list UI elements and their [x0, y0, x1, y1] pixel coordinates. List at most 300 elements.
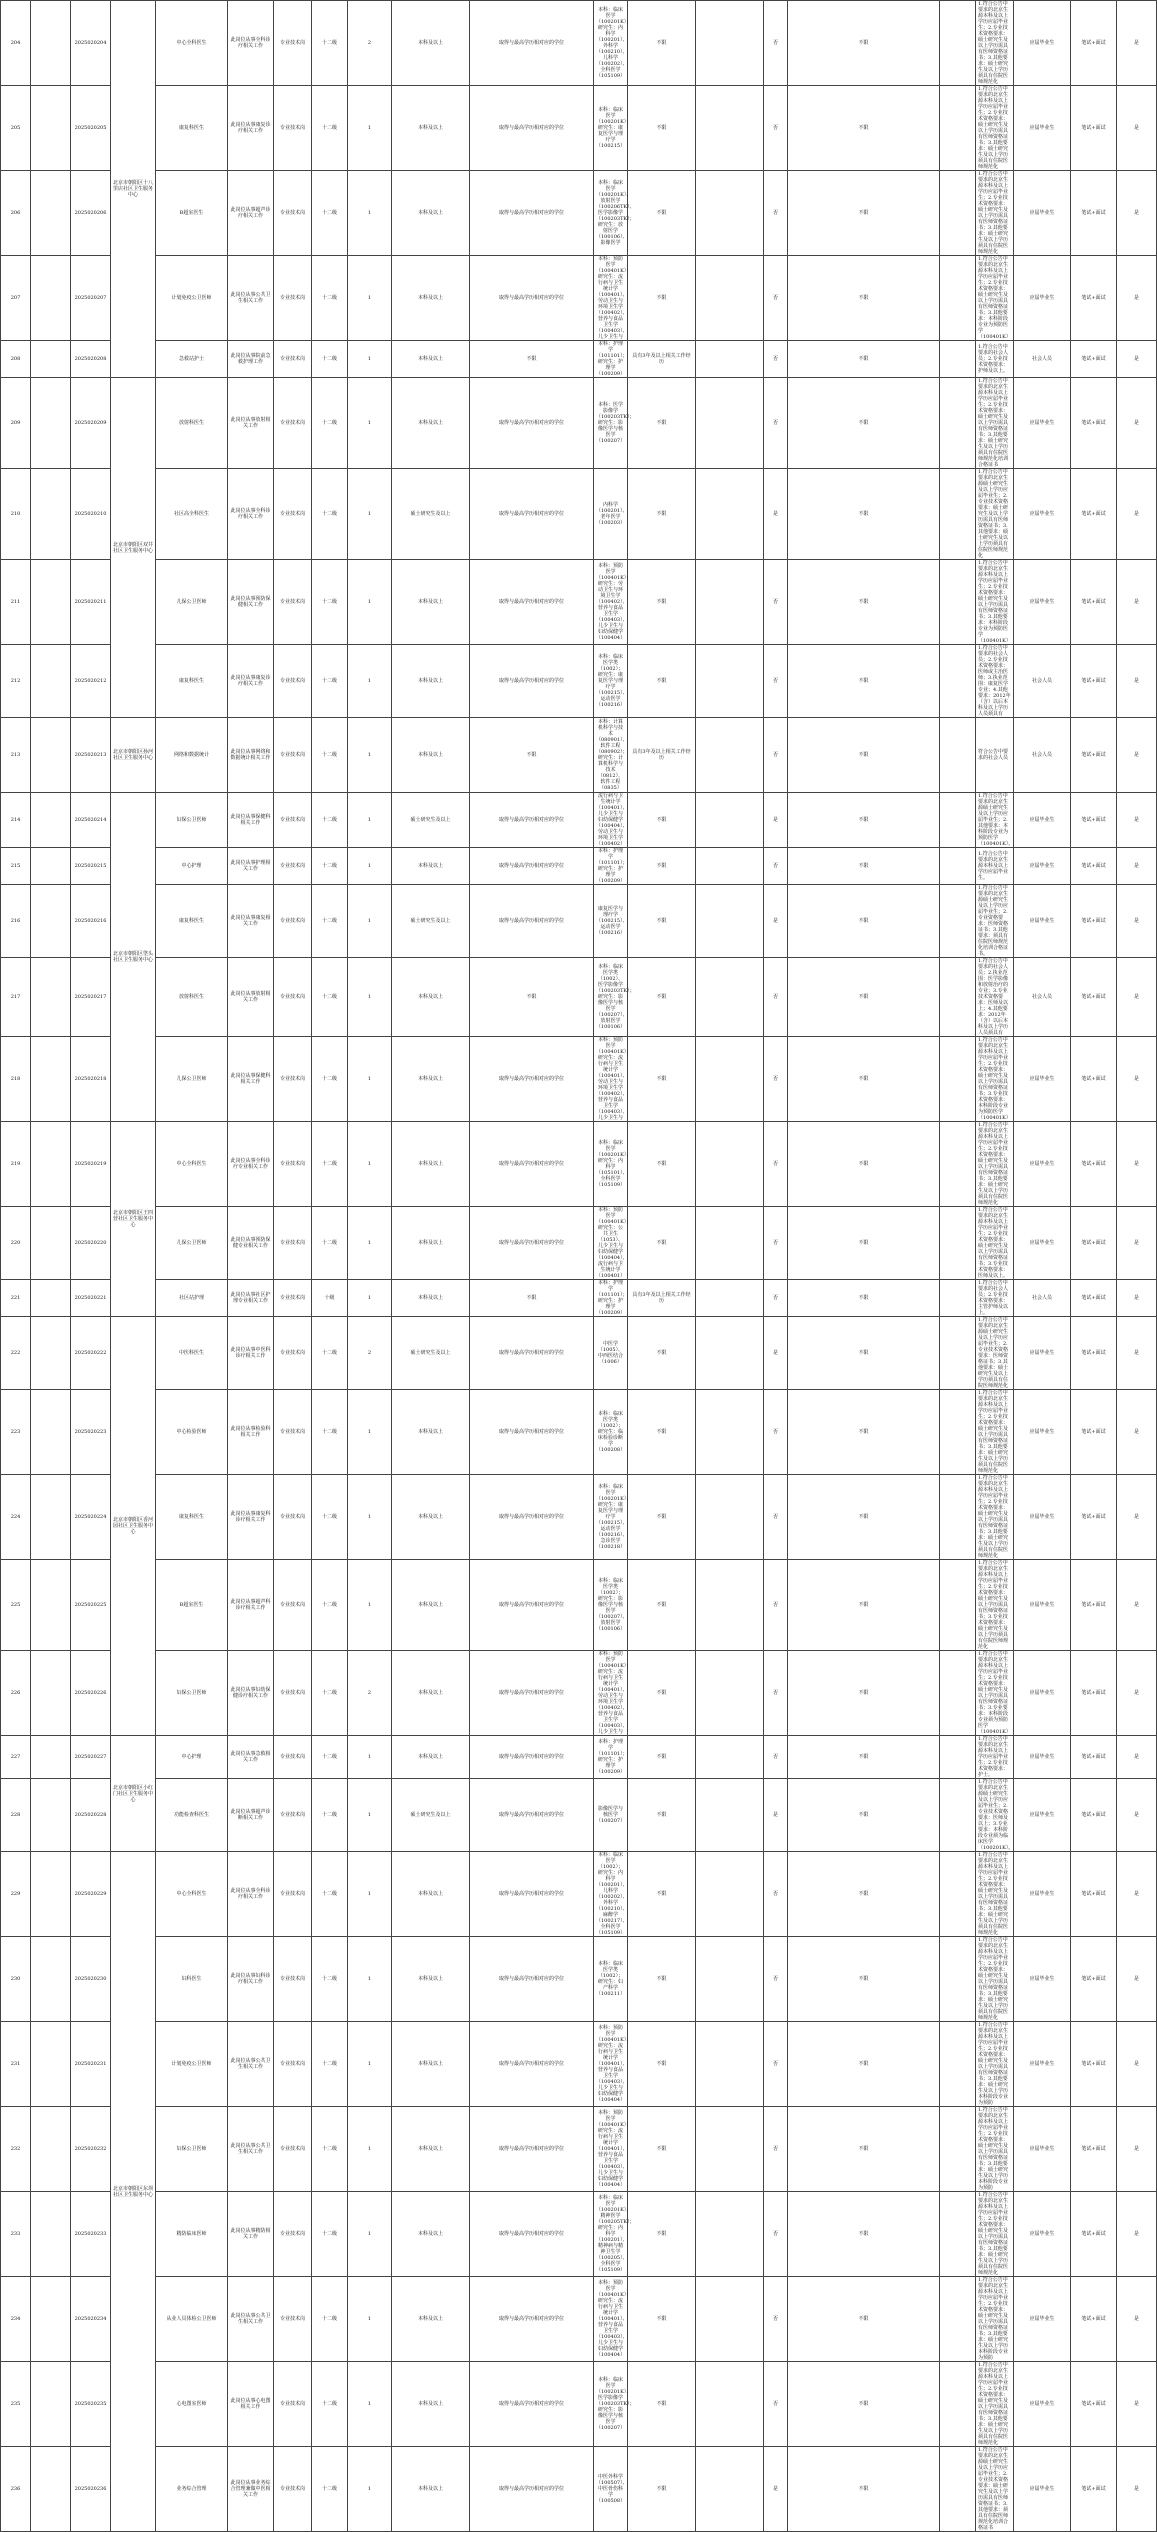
employer-unit: 北京市朝阳区十八里店社区卫生服务中心	[111, 1, 156, 378]
post-level: 十二级	[312, 1937, 348, 2022]
beijing-hukou: 否	[764, 341, 788, 378]
post-level: 十二级	[312, 171, 348, 256]
blank-cell	[31, 1280, 71, 1317]
hire-count: 1	[348, 2362, 392, 2447]
post-description: 此岗位从事超声诊疗相关工作	[228, 171, 274, 256]
post-description: 此岗位从事康复诊疗相关工作	[228, 86, 274, 171]
blank-cell	[696, 1560, 764, 1651]
blank-cell	[31, 885, 71, 958]
blank-cell	[696, 1037, 764, 1122]
blank-cell	[696, 848, 764, 885]
blank-cell	[940, 1475, 976, 1560]
post-category: 专业技术岗	[274, 1280, 312, 1317]
blank-cell	[696, 1317, 764, 1390]
post-code: 2025020219	[71, 1122, 111, 1207]
experience-requirement: 不限	[628, 469, 696, 560]
other-conditions: 1.符合公告中要求的北京生源本科及以上学历应届毕业生；2.专业技术资格要求：硕士研究生及以上学历需具有医师资格证书；3.专业技术资格要求：本科阶段专业为预防医学（100401K）	[976, 1037, 1014, 1122]
post-category: 专业技术岗	[274, 718, 312, 793]
age-requirement: 不限	[788, 2447, 940, 2532]
post-code: 2025020213	[71, 718, 111, 793]
candidate-source: 应届毕业生	[1014, 2447, 1071, 2532]
education-requirement: 本科及以上	[392, 1280, 470, 1317]
major-requirement: 流行病与卫生统计学（100401）、儿少卫生与妇幼保健学（100404）、劳动卫生与环境卫生学（100402）	[594, 793, 628, 848]
post-description: 此岗位从事保健科相关工作	[228, 793, 274, 848]
beijing-hukou: 否	[764, 2107, 788, 2192]
post-name: 社区站护理	[156, 1280, 228, 1317]
post-description: 此岗位从事超声诊断相关工作	[228, 1779, 274, 1852]
age-requirement: 不限	[788, 469, 940, 560]
post-name: 康复科医生	[156, 885, 228, 958]
hire-count: 1	[348, 1037, 392, 1122]
degree-requirement: 取得与最高学历相对应的学位	[470, 1122, 594, 1207]
beijing-hukou: 是	[764, 793, 788, 848]
other-conditions: 1.符合公告中要求的北京生源本科及以上学历应届毕业生；2.专业技术资格要求：硕士研究生及以上学历需具有医师资格证书；3.其他要求：本科阶段专业为预防医学（100401K）	[976, 256, 1014, 341]
exam-format: 笔试+面试	[1071, 1736, 1117, 1779]
blank-cell	[31, 1, 71, 86]
age-requirement: 不限	[788, 1736, 940, 1779]
age-requirement: 不限	[788, 1475, 940, 1560]
post-description: 此岗位从事康复诊疗相关工作	[228, 645, 274, 718]
post-description: 此岗位从事放射相关工作	[228, 378, 274, 469]
major-requirement: 本科：临床医学（100201K）、精神医学（100205TK）；研究生：内科学（100201）、精神病与精神卫生学（100205）、全科医学（105109）	[594, 2192, 628, 2277]
post-category: 专业技术岗	[274, 1207, 312, 1280]
post-category: 专业技术岗	[274, 378, 312, 469]
experience-requirement: 不限	[628, 2107, 696, 2192]
post-code: 2025020236	[71, 2447, 111, 2532]
seq-cell: 221	[1, 1280, 31, 1317]
post-category: 专业技术岗	[274, 848, 312, 885]
opening-ratio-flag: 是	[1117, 1736, 1157, 1779]
opening-ratio-flag: 是	[1117, 86, 1157, 171]
post-category: 专业技术岗	[274, 1736, 312, 1779]
blank-cell	[31, 1475, 71, 1560]
candidate-source: 应届毕业生	[1014, 1122, 1071, 1207]
other-conditions: 1.符合公告中要求的北京生源本科及以上学历应届毕业生；2.专业技术资格要求：硕士研究生及以上学历需具有医师资格证书；3.其他要求：硕士研究生及以上学历须具有住院医师规范化	[976, 1475, 1014, 1560]
seq-cell: 230	[1, 1937, 31, 2022]
major-requirement: 康复医学与理疗学（100215）、运动医学（100216）	[594, 885, 628, 958]
degree-requirement: 取得与最高学历相对应的学位	[470, 848, 594, 885]
age-requirement: 不限	[788, 958, 940, 1037]
degree-requirement: 不限	[470, 341, 594, 378]
age-requirement: 不限	[788, 1, 940, 86]
education-requirement: 本科及以上	[392, 2277, 470, 2362]
post-name: 中心检验医师	[156, 1390, 228, 1475]
exam-format: 笔试+面试	[1071, 378, 1117, 469]
seq-cell: 211	[1, 560, 31, 645]
age-requirement: 不限	[788, 1207, 940, 1280]
post-level: 十二级	[312, 1207, 348, 1280]
candidate-source: 社会人员	[1014, 645, 1071, 718]
experience-requirement: 不限	[628, 958, 696, 1037]
beijing-hukou: 是	[764, 1779, 788, 1852]
exam-format: 笔试+面试	[1071, 1779, 1117, 1852]
exam-format: 笔试+面试	[1071, 469, 1117, 560]
exam-format: 笔试+面试	[1071, 1852, 1117, 1937]
opening-ratio-flag: 是	[1117, 469, 1157, 560]
degree-requirement: 取得与最高学历相对应的学位	[470, 378, 594, 469]
blank-cell	[31, 1122, 71, 1207]
education-requirement: 本科及以上	[392, 645, 470, 718]
hire-count: 1	[348, 2192, 392, 2277]
seq-cell: 206	[1, 171, 31, 256]
education-requirement: 硕士研究生及以上	[392, 1317, 470, 1390]
post-name: 儿保公卫医师	[156, 1037, 228, 1122]
candidate-source: 应届毕业生	[1014, 848, 1071, 885]
age-requirement: 不限	[788, 378, 940, 469]
degree-requirement: 取得与最高学历相对应的学位	[470, 793, 594, 848]
post-code: 2025020209	[71, 378, 111, 469]
post-name: 心电图室医师	[156, 2362, 228, 2447]
candidate-source: 社会人员	[1014, 718, 1071, 793]
post-level: 十二级	[312, 958, 348, 1037]
post-code: 2025020205	[71, 86, 111, 171]
exam-format: 笔试+面试	[1071, 2362, 1117, 2447]
candidate-source: 社会人员	[1014, 1280, 1071, 1317]
hire-count: 1	[348, 1207, 392, 1280]
table-body	[1, 1, 1157, 2532]
post-category: 专业技术岗	[274, 1937, 312, 2022]
post-category: 专业技术岗	[274, 645, 312, 718]
table-row	[1, 2022, 1157, 2107]
blank-cell	[696, 341, 764, 378]
hire-count: 2	[348, 1317, 392, 1390]
education-requirement: 本科及以上	[392, 718, 470, 793]
table-row	[1, 2362, 1157, 2447]
post-level: 十二级	[312, 885, 348, 958]
post-description: 此岗位从事公共卫生相关工作	[228, 2277, 274, 2362]
candidate-source: 应届毕业生	[1014, 885, 1071, 958]
education-requirement: 本科及以上	[392, 341, 470, 378]
experience-requirement: 不限	[628, 793, 696, 848]
exam-format: 笔试+面试	[1071, 86, 1117, 171]
post-level: 十二级	[312, 718, 348, 793]
degree-requirement: 取得与最高学历相对应的学位	[470, 2107, 594, 2192]
blank-cell	[696, 469, 764, 560]
post-code: 2025020212	[71, 645, 111, 718]
major-requirement: 本科：临床医学（100201K）；研究生：内科学（100201）、外科学（100210）、儿科学（100202）、全科医学（105109）	[594, 1, 628, 86]
hire-count: 1	[348, 1736, 392, 1779]
post-name: 中心护理	[156, 848, 228, 885]
exam-format: 笔试+面试	[1071, 2107, 1117, 2192]
blank-cell	[31, 793, 71, 848]
post-level: 十二级	[312, 378, 348, 469]
degree-requirement: 取得与最高学历相对应的学位	[470, 1779, 594, 1852]
post-name: 中心全科医生	[156, 1, 228, 86]
blank-cell	[696, 86, 764, 171]
blank-cell	[31, 848, 71, 885]
post-level: 十二级	[312, 2277, 348, 2362]
beijing-hukou: 否	[764, 2362, 788, 2447]
post-code: 2025020206	[71, 171, 111, 256]
seq-cell: 217	[1, 958, 31, 1037]
major-requirement: 本科：护理学（101101）；研究生：护理学（100209）	[594, 1280, 628, 1317]
exam-format: 笔试+面试	[1071, 341, 1117, 378]
exam-format: 笔试+面试	[1071, 1122, 1117, 1207]
post-level: 十二级	[312, 1736, 348, 1779]
blank-cell	[696, 1651, 764, 1736]
post-name: 中医科医生	[156, 1317, 228, 1390]
experience-requirement: 不限	[628, 1122, 696, 1207]
table-row	[1, 1651, 1157, 1736]
other-conditions: 1.符合公告中要求的北京生源硕士研究生及以上学历应届毕业生；2.专业技术资格要求：硕士研究生及以上学历需具有医师资格证书；3.其他要求：须具有住院医师规范化培训合格证书	[976, 2447, 1014, 2532]
other-conditions: 1.符合公告中要求的社会人员；2.执业范围：医学影像和放射治疗的专业；3.专业技术资格要求：医师及以上；4.其他要求：2012年（含）以后本科及以上学历人员须具有	[976, 958, 1014, 1037]
candidate-source: 应届毕业生	[1014, 1390, 1071, 1475]
beijing-hukou: 否	[764, 1736, 788, 1779]
experience-requirement: 不限	[628, 560, 696, 645]
major-requirement: 本科：预防医学（100401K）；研究生：流行病与卫生统计学（100401）、营养与食品卫生学（100403）、儿少卫生与妇幼保健学（100404）	[594, 2107, 628, 2192]
candidate-source: 应届毕业生	[1014, 1651, 1071, 1736]
employer-unit: 北京市朝阳区双井社区卫生服务中心	[111, 378, 156, 718]
post-code: 2025020218	[71, 1037, 111, 1122]
employer-unit: 北京市朝阳区王四营社区卫生服务中心	[111, 1122, 156, 1317]
other-conditions: 1.符合公告中要求的北京生源本科及以上学历应届毕业生；2.专业技术资格要求：护士。	[976, 1736, 1014, 1779]
post-name: 计划免疫公卫医师	[156, 256, 228, 341]
post-code: 2025020215	[71, 848, 111, 885]
seq-cell: 225	[1, 1560, 31, 1651]
blank-cell	[31, 1852, 71, 1937]
major-requirement: 本科：预防医学（100401K）；研究生：流行病与卫生统计学（100401）、劳动卫生与环境卫生学（100402）、营养与食品卫生学（100403）、儿少卫生与	[594, 1037, 628, 1122]
post-code: 2025020210	[71, 469, 111, 560]
age-requirement: 不限	[788, 171, 940, 256]
hire-count: 2	[348, 1651, 392, 1736]
post-code: 2025020221	[71, 1280, 111, 1317]
education-requirement: 硕士研究生及以上	[392, 793, 470, 848]
blank-cell	[696, 1937, 764, 2022]
blank-cell	[696, 1852, 764, 1937]
exam-format: 笔试+面试	[1071, 1037, 1117, 1122]
opening-ratio-flag: 是	[1117, 1390, 1157, 1475]
post-description: 此岗位从事康复相关工作	[228, 885, 274, 958]
blank-cell	[31, 378, 71, 469]
beijing-hukou: 否	[764, 848, 788, 885]
post-level: 十二级	[312, 2022, 348, 2107]
blank-cell	[31, 1317, 71, 1390]
seq-cell: 213	[1, 718, 31, 793]
experience-requirement: 不限	[628, 645, 696, 718]
blank-cell	[31, 86, 71, 171]
major-requirement: 本科：临床医学（100201K）；研究生：康复医学与理疗学（100215）	[594, 86, 628, 171]
experience-requirement: 不限	[628, 1937, 696, 2022]
major-requirement: 本科：临床医学（100201K）；研究生：内科学（105101）、全科医学（105109）	[594, 1122, 628, 1207]
post-name: 社区高全科医生	[156, 469, 228, 560]
hire-count: 1	[348, 1852, 392, 1937]
opening-ratio-flag: 是	[1117, 1037, 1157, 1122]
post-description: 此岗位从事全科诊疗相关工作	[228, 1, 274, 86]
blank-cell	[31, 469, 71, 560]
employer-unit: 北京市朝阳区香河园社区卫生服务中心	[111, 1317, 156, 1736]
opening-ratio-flag: 是	[1117, 1317, 1157, 1390]
post-level: 十二级	[312, 645, 348, 718]
exam-format: 笔试+面试	[1071, 885, 1117, 958]
beijing-hukou: 否	[764, 86, 788, 171]
seq-cell: 216	[1, 885, 31, 958]
candidate-source: 应届毕业生	[1014, 469, 1071, 560]
post-level: 十二级	[312, 2107, 348, 2192]
opening-ratio-flag: 是	[1117, 256, 1157, 341]
experience-requirement: 不限	[628, 848, 696, 885]
opening-ratio-flag: 是	[1117, 2277, 1157, 2362]
seq-cell: 223	[1, 1390, 31, 1475]
post-code: 2025020217	[71, 958, 111, 1037]
opening-ratio-flag: 是	[1117, 341, 1157, 378]
blank-cell	[940, 958, 976, 1037]
hire-count: 2	[348, 1, 392, 86]
degree-requirement: 取得与最高学历相对应的学位	[470, 2022, 594, 2107]
exam-format: 笔试+面试	[1071, 645, 1117, 718]
opening-ratio-flag: 是	[1117, 1779, 1157, 1852]
age-requirement: 不限	[788, 2362, 940, 2447]
experience-requirement: 不限	[628, 171, 696, 256]
blank-cell	[940, 1, 976, 86]
employer-unit: 北京市朝阳区孙河社区卫生服务中心	[111, 718, 156, 793]
post-level: 十二级	[312, 341, 348, 378]
other-conditions: 1.符合公告中要求的北京生源硕士研究生及以上学历应届毕业生；2.专业技术资格要求：医师资格证书；3.其他要求：硕士研究生及以上学历须具有住院医师规范化	[976, 1317, 1014, 1390]
blank-cell	[940, 1937, 976, 2022]
blank-cell	[940, 793, 976, 848]
degree-requirement: 取得与最高学历相对应的学位	[470, 1736, 594, 1779]
seq-cell: 224	[1, 1475, 31, 1560]
degree-requirement: 取得与最高学历相对应的学位	[470, 1, 594, 86]
seq-cell: 234	[1, 2277, 31, 2362]
candidate-source: 应届毕业生	[1014, 793, 1071, 848]
experience-requirement: 不限	[628, 1317, 696, 1390]
hire-count: 1	[348, 256, 392, 341]
experience-requirement: 不限	[628, 1651, 696, 1736]
blank-cell	[31, 256, 71, 341]
blank-cell	[696, 560, 764, 645]
table-row	[1, 1779, 1157, 1852]
post-category: 专业技术岗	[274, 1651, 312, 1736]
blank-cell	[940, 378, 976, 469]
candidate-source: 应届毕业生	[1014, 1779, 1071, 1852]
post-code: 2025020207	[71, 256, 111, 341]
post-name: 中心护理	[156, 1736, 228, 1779]
blank-cell	[940, 848, 976, 885]
hire-count: 1	[348, 560, 392, 645]
seq-cell: 220	[1, 1207, 31, 1280]
beijing-hukou: 否	[764, 718, 788, 793]
candidate-source: 应届毕业生	[1014, 171, 1071, 256]
table-row	[1, 2192, 1157, 2277]
degree-requirement: 取得与最高学历相对应的学位	[470, 1937, 594, 2022]
education-requirement: 本科及以上	[392, 378, 470, 469]
other-conditions: 1.符合公告中要求的北京生源本科及以上学历应届毕业生；2.专业技术资格要求：硕士研究生及以上学历需具有医师资格证书；3.其他要求：本科阶段专业为预防医学（100401K）	[976, 560, 1014, 645]
table-row	[1, 1475, 1157, 1560]
seq-cell: 231	[1, 2022, 31, 2107]
blank-cell	[31, 1736, 71, 1779]
experience-requirement: 不限	[628, 1207, 696, 1280]
post-code: 2025020229	[71, 1852, 111, 1937]
major-requirement: 本科：预防医学（100401K）；研究生：流行病与卫生统计学（100401）、劳动卫生与环境卫生学（100402）、营养与食品卫生学（100403）、儿少卫生与	[594, 256, 628, 341]
table-row	[1, 1, 1157, 86]
employer-unit: 北京市朝阳区垡头社区卫生服务中心	[111, 793, 156, 1122]
opening-ratio-flag: 是	[1117, 560, 1157, 645]
degree-requirement: 取得与最高学历相对应的学位	[470, 1852, 594, 1937]
post-name: 精防临床医师	[156, 2192, 228, 2277]
beijing-hukou: 否	[764, 958, 788, 1037]
major-requirement: 本科：预防医学（100401K）；研究生：流行病与卫生统计学（100401）、劳动卫生与环境卫生学（100402）、营养与食品卫生学（100403）、儿少卫生与	[594, 1651, 628, 1736]
exam-format: 笔试+面试	[1071, 793, 1117, 848]
blank-cell	[696, 2362, 764, 2447]
other-conditions: 符合公告中要求的社会人员	[976, 718, 1014, 793]
seq-cell: 233	[1, 2192, 31, 2277]
seq-cell: 232	[1, 2107, 31, 2192]
post-name: 放射科医生	[156, 958, 228, 1037]
degree-requirement: 取得与最高学历相对应的学位	[470, 1390, 594, 1475]
degree-requirement: 不限	[470, 1280, 594, 1317]
post-level: 十二级	[312, 560, 348, 645]
candidate-source: 应届毕业生	[1014, 2192, 1071, 2277]
post-code: 2025020224	[71, 1475, 111, 1560]
post-description: 此岗位从事心电图相关工作	[228, 2362, 274, 2447]
beijing-hukou: 是	[764, 1317, 788, 1390]
hire-count: 1	[348, 885, 392, 958]
seq-cell: 209	[1, 378, 31, 469]
post-description: 此岗位从事检验科相关工作	[228, 1390, 274, 1475]
blank-cell	[940, 560, 976, 645]
post-level: 十级	[312, 1280, 348, 1317]
post-description: 此岗位从事妇幼保健诊疗相关工作	[228, 1651, 274, 1736]
age-requirement: 不限	[788, 1937, 940, 2022]
beijing-hukou: 否	[764, 1852, 788, 1937]
education-requirement: 硕士研究生及以上	[392, 469, 470, 560]
experience-requirement: 不限	[628, 2022, 696, 2107]
employer-unit: 北京市朝阳区小红门社区卫生服务中心	[111, 1736, 156, 1852]
blank-cell	[696, 378, 764, 469]
employer-unit: 北京市朝阳区东坝社区卫生服务中心	[111, 1852, 156, 2532]
degree-requirement: 取得与最高学历相对应的学位	[470, 885, 594, 958]
post-level: 十二级	[312, 1560, 348, 1651]
degree-requirement: 取得与最高学历相对应的学位	[470, 645, 594, 718]
blank-cell	[31, 1937, 71, 2022]
blank-cell	[696, 885, 764, 958]
exam-format: 笔试+面试	[1071, 1475, 1117, 1560]
exam-format: 笔试+面试	[1071, 1207, 1117, 1280]
blank-cell	[31, 2192, 71, 2277]
blank-cell	[940, 1317, 976, 1390]
post-description: 此岗位从事全科诊疗相关工作	[228, 1852, 274, 1937]
table-row	[1, 1280, 1157, 1317]
experience-requirement: 不限	[628, 1560, 696, 1651]
education-requirement: 本科及以上	[392, 2447, 470, 2532]
degree-requirement: 取得与最高学历相对应的学位	[470, 560, 594, 645]
hire-count: 1	[348, 2022, 392, 2107]
education-requirement: 本科及以上	[392, 848, 470, 885]
blank-cell	[940, 2022, 976, 2107]
beijing-hukou: 否	[764, 2192, 788, 2277]
hire-count: 1	[348, 848, 392, 885]
degree-requirement: 取得与最高学历相对应的学位	[470, 1651, 594, 1736]
post-code: 2025020234	[71, 2277, 111, 2362]
age-requirement: 不限	[788, 2192, 940, 2277]
post-name: 功能检查科医生	[156, 1779, 228, 1852]
hire-count: 1	[348, 171, 392, 256]
post-level: 十二级	[312, 1475, 348, 1560]
other-conditions: 1.符合公告中要求的社会人员；2.专业技术资格要求：主管护师及以上。	[976, 1280, 1014, 1317]
opening-ratio-flag: 是	[1117, 1, 1157, 86]
exam-format: 笔试+面试	[1071, 171, 1117, 256]
table-row	[1, 1037, 1157, 1122]
age-requirement: 不限	[788, 1317, 940, 1390]
blank-cell	[940, 469, 976, 560]
blank-cell	[696, 645, 764, 718]
post-name: 中心全科医生	[156, 1852, 228, 1937]
candidate-source: 应届毕业生	[1014, 1317, 1071, 1390]
opening-ratio-flag: 是	[1117, 2362, 1157, 2447]
experience-requirement: 具有3年及以上相关工作经历	[628, 341, 696, 378]
post-name: 儿保公卫医师	[156, 560, 228, 645]
beijing-hukou: 否	[764, 1037, 788, 1122]
